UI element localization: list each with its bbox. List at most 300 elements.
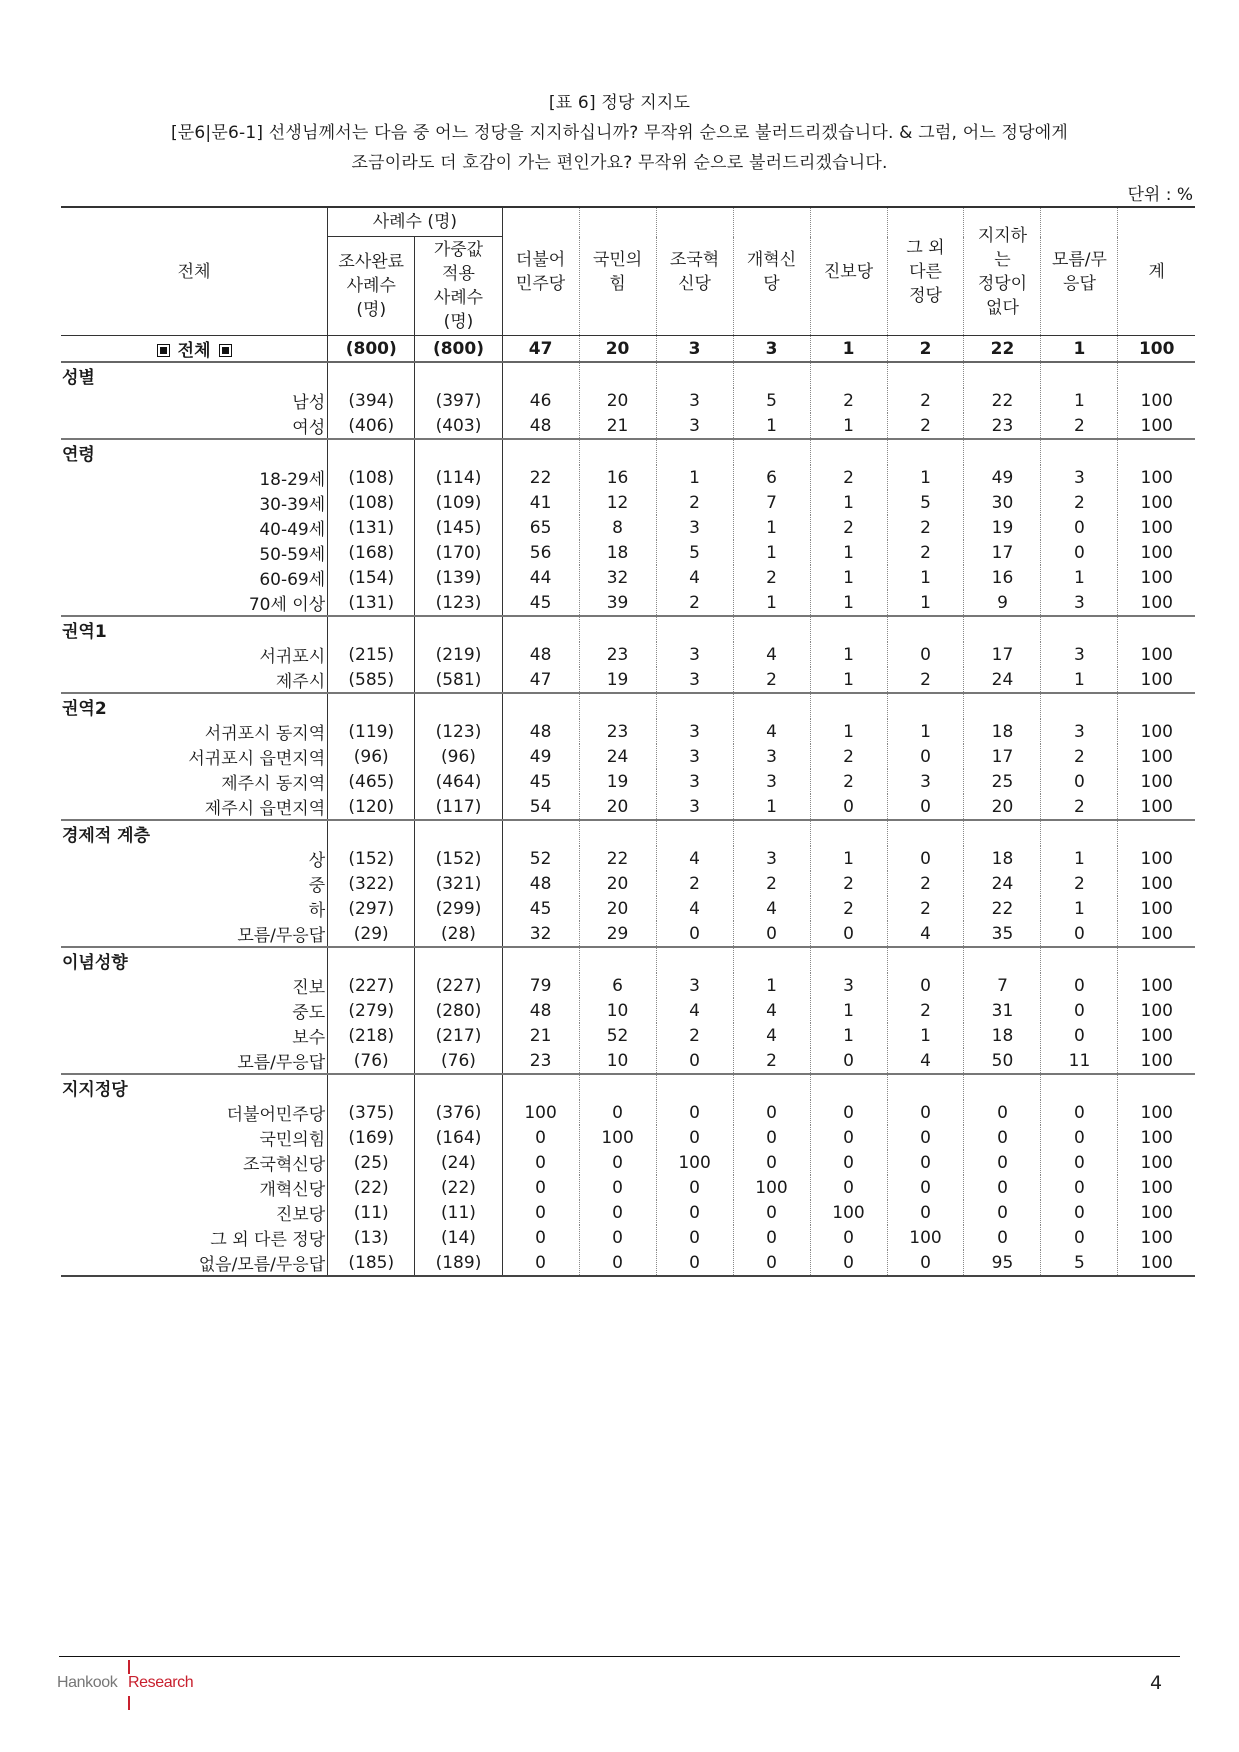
cases-complete: (29) <box>328 921 415 947</box>
group-header-row <box>61 693 1195 719</box>
cases-complete: (25) <box>328 1150 415 1175</box>
value-cell: 0 <box>733 921 810 947</box>
empty-cell <box>415 693 502 719</box>
header-line: (명) <box>443 312 474 332</box>
row-label: 서귀포시 <box>61 642 328 667</box>
question-line-1: [문6|문6-1] 선생님께서는 다음 중 어느 정당을 지지하십니까? 무작위 순으로 불러드리겠습니다. & 그럼, 어느 정당에게 <box>170 123 1069 143</box>
empty-cell <box>328 693 415 719</box>
table-row <box>61 871 1195 896</box>
cases-complete: (11) <box>328 1200 415 1225</box>
value-cell: 2 <box>887 871 964 896</box>
total-value: 1 <box>810 336 887 363</box>
value-cell: 31 <box>964 998 1041 1023</box>
value-cell: 100 <box>810 1200 887 1225</box>
value-cell: 0 <box>1041 1175 1118 1200</box>
table-row <box>61 540 1195 565</box>
value-cell: 0 <box>1041 998 1118 1023</box>
empty-cell <box>656 439 733 465</box>
value-cell: 52 <box>502 846 579 871</box>
cases-complete: (279) <box>328 998 415 1023</box>
empty-cell <box>579 693 656 719</box>
value-cell: 95 <box>964 1250 1041 1276</box>
row-label: 50-59세 <box>61 540 328 565</box>
value-cell: 100 <box>1140 898 1173 919</box>
group-label: 지지정당 <box>61 1074 328 1100</box>
value-cell: 45 <box>502 590 579 616</box>
group-label: 성별 <box>61 362 328 388</box>
table-row <box>61 998 1195 1023</box>
empty-cell <box>502 947 579 973</box>
value-cell: 0 <box>502 1125 579 1150</box>
total-value: 1 <box>1041 336 1118 363</box>
cases-complete: (406) <box>328 413 415 439</box>
cases-complete: (297) <box>328 896 415 921</box>
value-cell: 0 <box>502 1200 579 1225</box>
value-cell: 0 <box>579 1100 656 1125</box>
value-cell: 1 <box>810 590 887 616</box>
row-label: 서귀포시 읍면지역 <box>61 744 328 769</box>
empty-cell <box>733 1074 810 1100</box>
row-label: 더불어민주당 <box>61 1100 328 1125</box>
value-cell: 100 <box>1140 923 1173 944</box>
value-cell: 20 <box>579 794 656 820</box>
cases-complete: (465) <box>328 769 415 794</box>
value-cell: 0 <box>810 921 887 947</box>
value-cell: 44 <box>502 565 579 590</box>
empty-cell <box>502 693 579 719</box>
value-cell: 1 <box>810 642 887 667</box>
cases-complete: (119) <box>328 719 415 744</box>
value-cell: 48 <box>502 998 579 1023</box>
value-cell: 6 <box>733 465 810 490</box>
value-cell: 100 <box>1140 771 1173 792</box>
value-cell: 1 <box>810 540 887 565</box>
cases-complete: (76) <box>328 1048 415 1074</box>
empty-cell <box>415 362 502 388</box>
value-cell: 100 <box>1140 415 1173 436</box>
party-support-table <box>61 206 1195 1277</box>
value-cell: 17 <box>964 642 1041 667</box>
row-label: 40-49세 <box>61 515 328 540</box>
cases-complete: (131) <box>328 515 415 540</box>
value-cell: 24 <box>579 744 656 769</box>
cases-complete: (108) <box>328 490 415 515</box>
group-header-row <box>61 1074 1195 1100</box>
value-cell: 48 <box>502 871 579 896</box>
value-cell: 2 <box>733 565 810 590</box>
empty-cell <box>887 693 964 719</box>
value-cell: 0 <box>1041 1225 1118 1250</box>
value-cell: 5 <box>656 540 733 565</box>
cases-complete: (120) <box>328 794 415 820</box>
value-cell: 2 <box>1041 744 1118 769</box>
cases-complete: (152) <box>328 846 415 871</box>
empty-cell <box>579 947 656 973</box>
logo-bar-icon <box>128 1696 130 1710</box>
square-bullet-icon <box>157 344 170 357</box>
table-row <box>61 388 1195 413</box>
value-cell: 46 <box>502 388 579 413</box>
value-cell: 3 <box>656 973 733 998</box>
value-cell: 100 <box>1140 1202 1173 1223</box>
value-cell: 0 <box>579 1150 656 1175</box>
empty-cell <box>415 439 502 465</box>
value-cell: 1 <box>810 719 887 744</box>
header-line: 정당이 <box>977 273 1028 294</box>
value-cell: 1 <box>1041 565 1118 590</box>
value-cell: 7 <box>733 490 810 515</box>
value-cell: 41 <box>502 490 579 515</box>
empty-cell <box>328 439 415 465</box>
empty-cell <box>810 947 887 973</box>
total-value: 3 <box>656 336 733 363</box>
value-cell: 23 <box>964 413 1041 439</box>
value-cell: 0 <box>1041 973 1118 998</box>
empty-cell <box>1118 1074 1195 1100</box>
value-cell: 23 <box>502 1048 579 1074</box>
value-cell: 1 <box>733 590 810 616</box>
group-header-row <box>61 947 1195 973</box>
value-cell: 12 <box>579 490 656 515</box>
value-cell: 4 <box>887 921 964 947</box>
table-row <box>61 1125 1195 1150</box>
value-cell: 2 <box>810 871 887 896</box>
value-cell: 0 <box>579 1225 656 1250</box>
value-cell: 2 <box>1041 413 1118 439</box>
value-cell: 0 <box>887 744 964 769</box>
value-cell: 32 <box>502 921 579 947</box>
value-cell: 2 <box>887 540 964 565</box>
value-cell: 79 <box>502 973 579 998</box>
empty-cell <box>415 947 502 973</box>
table-title: [표 6] 정당 지지도 <box>548 93 691 113</box>
value-cell: 45 <box>502 896 579 921</box>
value-cell: 2 <box>733 1048 810 1074</box>
value-cell: 100 <box>1140 517 1173 538</box>
cases-complete: (108) <box>328 465 415 490</box>
value-cell: 52 <box>579 1023 656 1048</box>
header-party <box>964 207 1041 336</box>
value-cell: 3 <box>733 769 810 794</box>
table-row <box>61 490 1195 515</box>
value-cell: 18 <box>964 846 1041 871</box>
square-bullet-icon <box>219 344 232 357</box>
empty-cell <box>502 820 579 846</box>
table-row <box>61 590 1195 616</box>
row-label: 여성 <box>61 413 328 439</box>
empty-cell <box>733 820 810 846</box>
header-cases-complete <box>328 237 415 336</box>
cases-weighted: (321) <box>415 871 502 896</box>
value-cell: 2 <box>810 515 887 540</box>
group-label: 이념성향 <box>61 947 328 973</box>
empty-cell <box>733 616 810 642</box>
empty-cell <box>1041 1074 1118 1100</box>
empty-cell <box>579 1074 656 1100</box>
table-row <box>61 744 1195 769</box>
empty-cell <box>1041 820 1118 846</box>
value-cell: 0 <box>502 1250 579 1276</box>
value-cell: 0 <box>1041 1125 1118 1150</box>
value-cell: 2 <box>810 769 887 794</box>
value-cell: 2 <box>810 896 887 921</box>
value-cell: 24 <box>964 871 1041 896</box>
empty-cell <box>328 362 415 388</box>
value-cell: 0 <box>1041 515 1118 540</box>
value-cell: 48 <box>502 719 579 744</box>
table-row <box>61 1175 1195 1200</box>
group-header-row <box>61 616 1195 642</box>
cases-weighted: (22) <box>415 1175 502 1200</box>
header-line: 사례수 <box>433 288 484 308</box>
value-cell: 100 <box>1140 1227 1173 1248</box>
header-party <box>579 207 656 336</box>
cases-weighted: (109) <box>415 490 502 515</box>
table-row <box>61 642 1195 667</box>
value-cell: 23 <box>579 642 656 667</box>
logo-text-hankook: Hankook <box>57 1674 118 1691</box>
cases-weighted: (123) <box>415 719 502 744</box>
value-cell: 22 <box>502 465 579 490</box>
cases-complete: (585) <box>328 667 415 693</box>
value-cell: 0 <box>887 794 964 820</box>
table-row <box>61 1048 1195 1074</box>
table-row <box>61 896 1195 921</box>
value-cell: 0 <box>964 1100 1041 1125</box>
header-line: 조국혁 <box>669 249 720 270</box>
value-cell: 1 <box>733 540 810 565</box>
value-cell: 0 <box>579 1175 656 1200</box>
value-cell: 4 <box>656 846 733 871</box>
value-cell: 3 <box>656 667 733 693</box>
value-cell: 0 <box>1041 1023 1118 1048</box>
value-cell: 0 <box>656 1100 733 1125</box>
value-cell: 0 <box>810 1225 887 1250</box>
value-cell: 48 <box>502 413 579 439</box>
empty-cell <box>887 439 964 465</box>
value-cell: 0 <box>810 1048 887 1074</box>
value-cell: 4 <box>733 642 810 667</box>
empty-cell <box>415 1074 502 1100</box>
total-cases-complete: (800) <box>328 336 415 363</box>
logo-bar-icon <box>128 1660 130 1674</box>
table-row <box>61 1100 1195 1125</box>
value-cell: 3 <box>656 413 733 439</box>
value-cell: 2 <box>733 667 810 693</box>
total-value: 100 <box>1118 336 1195 363</box>
cases-complete: (22) <box>328 1175 415 1200</box>
value-cell: 0 <box>887 846 964 871</box>
empty-cell <box>964 693 1041 719</box>
value-cell: 1 <box>810 490 887 515</box>
value-cell: 100 <box>579 1125 656 1150</box>
value-cell: 2 <box>887 413 964 439</box>
header-party <box>887 207 964 336</box>
value-cell: 2 <box>810 388 887 413</box>
cases-complete: (168) <box>328 540 415 565</box>
row-label: 국민의힘 <box>61 1125 328 1150</box>
header-line: 힘 <box>609 273 626 294</box>
value-cell: 16 <box>579 465 656 490</box>
header-line: 응답 <box>1063 273 1096 294</box>
value-cell: 0 <box>733 1125 810 1150</box>
header-line: (명) <box>356 300 387 320</box>
value-cell: 0 <box>964 1125 1041 1150</box>
value-cell: 2 <box>1041 490 1118 515</box>
row-label: 진보당 <box>61 1200 328 1225</box>
empty-cell <box>1041 693 1118 719</box>
value-cell: 1 <box>656 465 733 490</box>
value-cell: 100 <box>1140 1177 1173 1198</box>
value-cell: 2 <box>656 490 733 515</box>
group-label: 경제적 계층 <box>61 820 328 846</box>
value-cell: 7 <box>964 973 1041 998</box>
value-cell: 2 <box>810 744 887 769</box>
value-cell: 0 <box>579 1200 656 1225</box>
row-label: 진보 <box>61 973 328 998</box>
value-cell: 0 <box>656 1250 733 1276</box>
value-cell: 100 <box>1140 1152 1173 1173</box>
value-cell: 10 <box>579 1048 656 1074</box>
table-row <box>61 667 1195 693</box>
value-cell: 0 <box>502 1150 579 1175</box>
cases-weighted: (76) <box>415 1048 502 1074</box>
empty-cell <box>810 616 887 642</box>
empty-cell <box>733 693 810 719</box>
value-cell: 0 <box>733 1100 810 1125</box>
value-cell: 100 <box>1140 721 1173 742</box>
value-cell: 100 <box>1140 390 1173 411</box>
row-label: 중도 <box>61 998 328 1023</box>
page-number: 4 <box>1150 1672 1163 1694</box>
empty-cell <box>656 820 733 846</box>
table-row <box>61 1200 1195 1225</box>
value-cell: 1 <box>887 465 964 490</box>
value-cell: 0 <box>887 1250 964 1276</box>
empty-cell <box>1118 439 1195 465</box>
value-cell: 3 <box>656 744 733 769</box>
empty-cell <box>733 947 810 973</box>
empty-cell <box>656 947 733 973</box>
header-line: 조사완료 <box>338 252 405 272</box>
empty-cell <box>579 362 656 388</box>
cases-weighted: (11) <box>415 1200 502 1225</box>
value-cell: 100 <box>1140 592 1173 613</box>
value-cell: 0 <box>887 973 964 998</box>
row-label: 중 <box>61 871 328 896</box>
value-cell: 9 <box>964 590 1041 616</box>
value-cell: 25 <box>964 769 1041 794</box>
value-cell: 100 <box>656 1150 733 1175</box>
value-cell: 0 <box>1041 1150 1118 1175</box>
value-cell: 22 <box>579 846 656 871</box>
value-cell: 2 <box>887 667 964 693</box>
row-label: 개혁신당 <box>61 1175 328 1200</box>
empty-cell <box>964 947 1041 973</box>
empty-cell <box>733 439 810 465</box>
row-label: 상 <box>61 846 328 871</box>
cases-weighted: (227) <box>415 973 502 998</box>
value-cell: 4 <box>656 998 733 1023</box>
value-cell: 4 <box>733 998 810 1023</box>
value-cell: 2 <box>887 896 964 921</box>
value-cell: 100 <box>1140 669 1173 690</box>
table-row <box>61 921 1195 947</box>
value-cell: 100 <box>1140 746 1173 767</box>
value-cell: 23 <box>579 719 656 744</box>
table-row <box>61 1150 1195 1175</box>
value-cell: 0 <box>964 1225 1041 1250</box>
value-cell: 0 <box>964 1200 1041 1225</box>
cases-weighted: (299) <box>415 896 502 921</box>
value-cell: 1 <box>733 973 810 998</box>
value-cell: 3 <box>733 846 810 871</box>
cases-weighted: (14) <box>415 1225 502 1250</box>
value-cell: 3 <box>656 719 733 744</box>
row-label: 서귀포시 동지역 <box>61 719 328 744</box>
empty-cell <box>1118 820 1195 846</box>
empty-cell <box>502 439 579 465</box>
value-cell: 0 <box>1041 1200 1118 1225</box>
total-cases-weighted: (800) <box>415 336 502 363</box>
header-line: 민주당 <box>515 273 566 294</box>
cases-complete: (218) <box>328 1023 415 1048</box>
cases-complete: (394) <box>328 388 415 413</box>
row-label: 제주시 읍면지역 <box>61 794 328 820</box>
row-label: 보수 <box>61 1023 328 1048</box>
cases-complete: (154) <box>328 565 415 590</box>
header-line: 더불어 <box>515 249 566 270</box>
header-party <box>1041 207 1118 336</box>
value-cell: 100 <box>1140 492 1173 513</box>
empty-cell <box>328 616 415 642</box>
empty-cell <box>656 616 733 642</box>
value-cell: 50 <box>964 1048 1041 1074</box>
cases-weighted: (114) <box>415 465 502 490</box>
value-cell: 0 <box>810 1100 887 1125</box>
header-line: 진보당 <box>823 261 874 282</box>
empty-cell <box>810 1074 887 1100</box>
value-cell: 0 <box>579 1250 656 1276</box>
value-cell: 49 <box>964 465 1041 490</box>
empty-cell <box>1041 439 1118 465</box>
empty-cell <box>579 439 656 465</box>
value-cell: 100 <box>1140 542 1173 563</box>
value-cell: 3 <box>1041 642 1118 667</box>
table-row <box>61 973 1195 998</box>
question-line-2: 조금이라도 더 호감이 가는 편인가요? 무작위 순으로 불러드리겠습니다. <box>351 153 888 173</box>
value-cell: 1 <box>810 413 887 439</box>
empty-cell <box>964 1074 1041 1100</box>
value-cell: 1 <box>887 565 964 590</box>
value-cell: 4 <box>733 1023 810 1048</box>
empty-cell <box>328 820 415 846</box>
header-line: 정당 <box>909 285 942 306</box>
value-cell: 1 <box>1041 388 1118 413</box>
value-cell: 100 <box>1140 567 1173 588</box>
value-cell: 3 <box>656 794 733 820</box>
value-cell: 0 <box>733 1225 810 1250</box>
empty-cell <box>1041 362 1118 388</box>
value-cell: 56 <box>502 540 579 565</box>
unit-label: 단위 : % <box>1127 185 1193 205</box>
cases-weighted: (145) <box>415 515 502 540</box>
value-cell: 30 <box>964 490 1041 515</box>
cases-weighted: (117) <box>415 794 502 820</box>
value-cell: 5 <box>1041 1250 1118 1276</box>
value-cell: 16 <box>964 565 1041 590</box>
value-cell: 6 <box>579 973 656 998</box>
